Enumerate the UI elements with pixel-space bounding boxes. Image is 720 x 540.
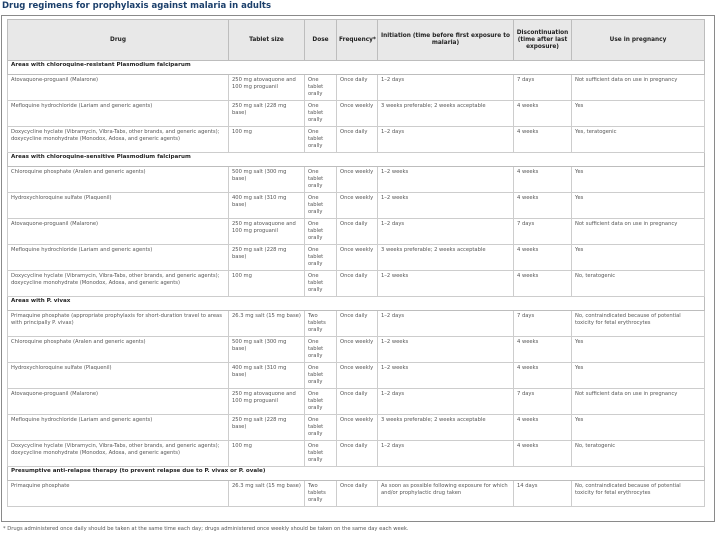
dose-cell: One tablet orally <box>305 167 337 193</box>
dose-cell: One tablet orally <box>305 219 337 245</box>
drug-cell: Atovaquone-proguanil (Malarone) <box>8 75 229 101</box>
table-row <box>8 167 705 193</box>
pregnancy-cell: Yes <box>572 245 705 271</box>
pregnancy-cell: Yes <box>572 167 705 193</box>
frequency-cell: Once weekly <box>337 363 378 389</box>
drug-cell: Mefloquine hydrochloride (Lariam and generic agents) <box>8 101 229 127</box>
frequency-cell: Once daily <box>337 75 378 101</box>
table-body <box>8 61 705 507</box>
initiation-cell: 1–2 weeks <box>378 337 514 363</box>
pregnancy-cell: Yes, teratogenic <box>572 127 705 153</box>
frequency-cell: Once daily <box>337 271 378 297</box>
discontinuation-cell: 7 days <box>514 75 572 101</box>
pregnancy-cell: Yes <box>572 337 705 363</box>
col-header-drug: Drug <box>8 20 229 61</box>
discontinuation-cell: 4 weeks <box>514 441 572 467</box>
tablet-size-cell: 400 mg salt (310 mg base) <box>229 363 305 389</box>
initiation-cell: 1–2 weeks <box>378 271 514 297</box>
pregnancy-cell: Yes <box>572 193 705 219</box>
initiation-cell: 1–2 weeks <box>378 193 514 219</box>
regimen-table <box>7 19 705 507</box>
discontinuation-cell: 7 days <box>514 311 572 337</box>
dose-cell: One tablet orally <box>305 101 337 127</box>
table-row <box>8 101 705 127</box>
table-row <box>8 481 705 507</box>
table-row <box>8 441 705 467</box>
pregnancy-cell: Yes <box>572 363 705 389</box>
dose-cell: One tablet orally <box>305 363 337 389</box>
discontinuation-cell: 4 weeks <box>514 363 572 389</box>
table-row <box>8 219 705 245</box>
discontinuation-cell: 4 weeks <box>514 415 572 441</box>
initiation-cell: 1–2 days <box>378 127 514 153</box>
drug-cell: Doxycycline hyclate (Vibramycin, Vibra-Tabs, other brands, and generic agents); doxycycline monohydrate (Monodox, Adoxa, and generic agents) <box>8 441 229 467</box>
drug-cell: Atovaquone-proguanil (Malarone) <box>8 219 229 245</box>
dose-cell: One tablet orally <box>305 193 337 219</box>
initiation-cell: 1–2 weeks <box>378 167 514 193</box>
pregnancy-cell: Not sufficient data on use in pregnancy <box>572 389 705 415</box>
discontinuation-cell: 4 weeks <box>514 193 572 219</box>
pregnancy-cell: Yes <box>572 101 705 127</box>
drug-cell: Doxycycline hyclate (Vibramycin, Vibra-Tabs, other brands, and generic agents); doxycycline monohydrate (Monodox, Adoxa, and generic agents) <box>8 127 229 153</box>
col-header-frequency: Frequency* <box>337 20 378 61</box>
initiation-cell: 3 weeks preferable; 2 weeks acceptable <box>378 415 514 441</box>
tablet-size-cell: 100 mg <box>229 271 305 297</box>
discontinuation-cell: 4 weeks <box>514 167 572 193</box>
frequency-cell: Once daily <box>337 389 378 415</box>
tablet-size-cell: 250 mg atovaquone and 100 mg proguanil <box>229 389 305 415</box>
col-header-initiation: Initiation (time before first exposure to malaria) <box>378 20 514 61</box>
pregnancy-cell: No, contraindicated because of potential toxicity for fetal erythrocytes <box>572 311 705 337</box>
dose-cell: One tablet orally <box>305 245 337 271</box>
table-header <box>8 20 705 61</box>
initiation-cell: 1–2 days <box>378 219 514 245</box>
table-row <box>8 311 705 337</box>
initiation-cell: 1–2 days <box>378 441 514 467</box>
initiation-cell: 1–2 days <box>378 389 514 415</box>
col-header-discontinuation: Discontinuation (time after last exposure) <box>514 20 572 61</box>
table-row <box>8 193 705 219</box>
pregnancy-cell: Not sufficient data on use in pregnancy <box>572 219 705 245</box>
dose-cell: One tablet orally <box>305 337 337 363</box>
discontinuation-cell: 4 weeks <box>514 271 572 297</box>
drug-cell: Hydroxychloroquine sulfate (Plaquenil) <box>8 363 229 389</box>
initiation-cell: 1–2 weeks <box>378 363 514 389</box>
frequency-cell: Once weekly <box>337 193 378 219</box>
frequency-cell: Once weekly <box>337 101 378 127</box>
tablet-size-cell: 400 mg salt (310 mg base) <box>229 193 305 219</box>
drug-cell: Chloroquine phosphate (Aralen and generic agents) <box>8 167 229 193</box>
dose-cell: One tablet orally <box>305 127 337 153</box>
col-header-pregnancy: Use in pregnancy <box>572 20 705 61</box>
frequency-cell: Once weekly <box>337 167 378 193</box>
table-row <box>8 389 705 415</box>
tablet-size-cell: 250 mg salt (228 mg base) <box>229 101 305 127</box>
group-title: Areas with P. vivax <box>8 297 705 311</box>
discontinuation-cell: 7 days <box>514 219 572 245</box>
dose-cell: One tablet orally <box>305 415 337 441</box>
group-header-row <box>8 153 705 167</box>
tablet-size-cell: 250 mg salt (228 mg base) <box>229 245 305 271</box>
pregnancy-cell: No, teratogenic <box>572 441 705 467</box>
drug-cell: Atovaquone-proguanil (Malarone) <box>8 389 229 415</box>
discontinuation-cell: 4 weeks <box>514 101 572 127</box>
discontinuation-cell: 7 days <box>514 389 572 415</box>
group-title: Presumptive anti-relapse therapy (to prevent relapse due to P. vivax or P. ovale) <box>8 467 705 481</box>
frequency-cell: Once daily <box>337 219 378 245</box>
tablet-size-cell: 100 mg <box>229 127 305 153</box>
initiation-cell: 3 weeks preferable; 2 weeks acceptable <box>378 245 514 271</box>
discontinuation-cell: 4 weeks <box>514 245 572 271</box>
group-header-row <box>8 61 705 75</box>
tablet-size-cell: 26.3 mg salt (15 mg base) <box>229 311 305 337</box>
group-header-row <box>8 297 705 311</box>
group-title: Areas with chloroquine-sensitive Plasmodium falciparum <box>8 153 705 167</box>
tablet-size-cell: 500 mg salt (300 mg base) <box>229 167 305 193</box>
table-row <box>8 271 705 297</box>
group-header-row <box>8 467 705 481</box>
discontinuation-cell: 4 weeks <box>514 337 572 363</box>
table-row <box>8 415 705 441</box>
tablet-size-cell: 250 mg atovaquone and 100 mg proguanil <box>229 219 305 245</box>
discontinuation-cell: 4 weeks <box>514 127 572 153</box>
header-row <box>8 20 705 61</box>
table-row <box>8 337 705 363</box>
col-header-tablet-size: Tablet size <box>229 20 305 61</box>
initiation-cell: 1–2 days <box>378 311 514 337</box>
drug-cell: Doxycycline hyclate (Vibramycin, Vibra-Tabs, other brands, and generic agents); doxycycline monohydrate (Monodox, Adoxa, and generic agents) <box>8 271 229 297</box>
drug-cell: Hydroxychloroquine sulfate (Plaquenil) <box>8 193 229 219</box>
frequency-cell: Once weekly <box>337 415 378 441</box>
pregnancy-cell: No, teratogenic <box>572 271 705 297</box>
tablet-size-cell: 500 mg salt (300 mg base) <box>229 337 305 363</box>
frequency-cell: Once weekly <box>337 245 378 271</box>
tablet-size-cell: 250 mg atovaquone and 100 mg proguanil <box>229 75 305 101</box>
frequency-cell: Once daily <box>337 481 378 507</box>
initiation-cell: 1–2 days <box>378 75 514 101</box>
table-row <box>8 127 705 153</box>
regimen-table-container <box>7 19 704 507</box>
frequency-cell: Once daily <box>337 441 378 467</box>
frequency-cell: Once daily <box>337 311 378 337</box>
pregnancy-cell: Not sufficient data on use in pregnancy <box>572 75 705 101</box>
table-row <box>8 75 705 101</box>
drug-cell: Primaquine phosphate (appropriate prophylaxis for short-duration travel to areas with principally P. vivax) <box>8 311 229 337</box>
frequency-cell: Once weekly <box>337 337 378 363</box>
initiation-cell: 3 weeks preferable; 2 weeks acceptable <box>378 101 514 127</box>
footnote: * Drugs administered once daily should be taken at the same time each day; drugs administered once weekly should be taken on the same day each week. <box>3 526 409 532</box>
col-header-dose: Dose <box>305 20 337 61</box>
dose-cell: One tablet orally <box>305 441 337 467</box>
table-title: Drug regimens for prophylaxis against malaria in adults <box>2 1 272 11</box>
drug-cell: Chloroquine phosphate (Aralen and generic agents) <box>8 337 229 363</box>
initiation-cell: As soon as possible following exposure for which and/or prophylactic drug taken <box>378 481 514 507</box>
tablet-size-cell: 250 mg salt (228 mg base) <box>229 415 305 441</box>
tablet-size-cell: 26.3 mg salt (15 mg base) <box>229 481 305 507</box>
drug-cell: Mefloquine hydrochloride (Lariam and generic agents) <box>8 415 229 441</box>
dose-cell: One tablet orally <box>305 271 337 297</box>
table-row <box>8 363 705 389</box>
pregnancy-cell: Yes <box>572 415 705 441</box>
discontinuation-cell: 14 days <box>514 481 572 507</box>
dose-cell: Two tablets orally <box>305 481 337 507</box>
group-title: Areas with chloroquine-resistant Plasmodium falciparum <box>8 61 705 75</box>
pregnancy-cell: No, contraindicated because of potential toxicity for fetal erythrocytes <box>572 481 705 507</box>
tablet-size-cell: 100 mg <box>229 441 305 467</box>
dose-cell: One tablet orally <box>305 389 337 415</box>
drug-cell: Mefloquine hydrochloride (Lariam and generic agents) <box>8 245 229 271</box>
dose-cell: One tablet orally <box>305 75 337 101</box>
table-row <box>8 245 705 271</box>
dose-cell: Two tablets orally <box>305 311 337 337</box>
frequency-cell: Once daily <box>337 127 378 153</box>
drug-cell: Primaquine phosphate <box>8 481 229 507</box>
